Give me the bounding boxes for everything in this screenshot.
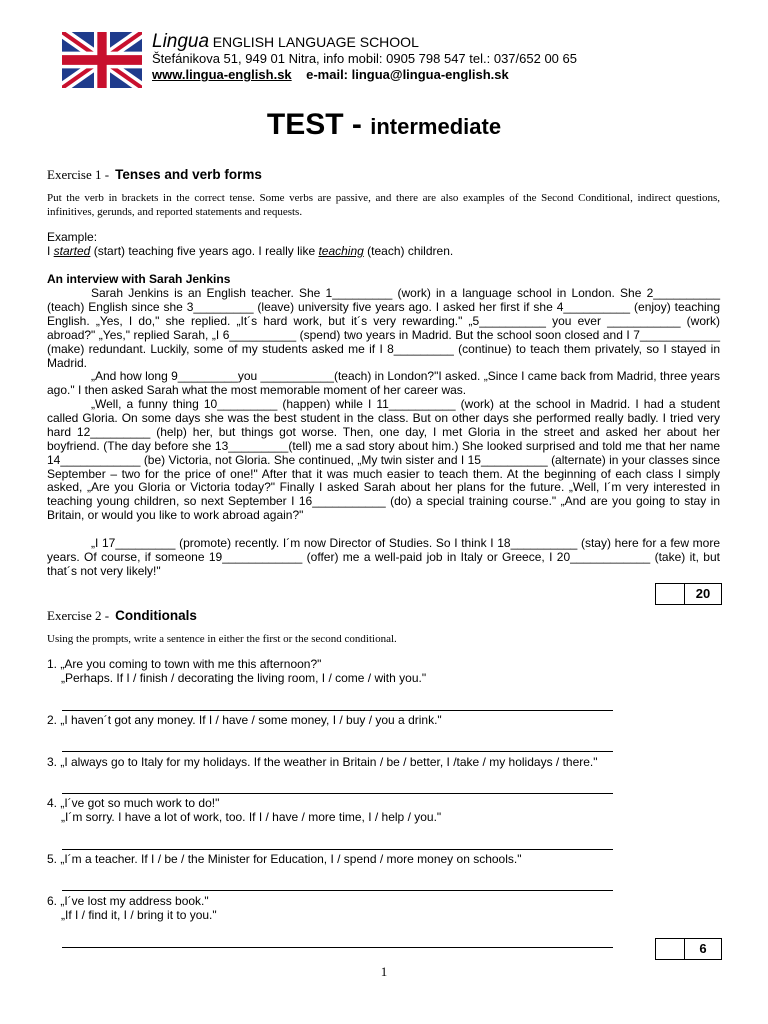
exercise-2-label: Exercise 2 - — [47, 608, 110, 623]
address-line: Štefánikova 51, 949 01 Nitra, info mobil: 0905 798 547 tel.: 037/652 00 65 — [152, 51, 577, 66]
title-sub: intermediate — [370, 114, 502, 139]
exercise-1-heading — [47, 167, 262, 183]
union-jack-flag-logo — [62, 32, 142, 88]
school-name: ENGLISH LANGUAGE SCHOOL — [212, 34, 419, 50]
exercise-2-title: Conditionals — [115, 608, 197, 623]
exercise-1-max-points: 20 — [695, 586, 711, 601]
interview-paragraph-3: „Well, a funny thing 10_________ (happen) while I 11__________ (work) at the school in Madrid. I had a student called Gloria. On some days she was the best student in the class. But on other days she performed really badly. I tried very hard 12_________ (help) her, but things got worse. Then, one day, I met Gloria in the street and asked her about her boyfriend. (The day before she 13_________(tell) me a sad story about him.) She looked surprised and told me that her name 14____________ (be) Victoria, not Gloria. She continued, „My twin sister and I 15__________ (alternate) in your classes since September – two for the price of one!" After that it was much easier to teach them. At the beginning of each class I simply asked, „Are you Gloria or Victoria today?" Finally I asked Sarah about her plans for the future. „Well, I´m very interested in teaching young children, so next September I 16___________ (do) a special training course." „And are you going to stay in Britain, or would you like to work abroad again?" — [47, 397, 720, 523]
question-1 — [47, 657, 720, 685]
question-1-prompt: 1. „Are you coming to town with me this afternoon?" — [47, 657, 322, 671]
exercise-2-heading — [47, 608, 197, 624]
title-dash: - — [343, 108, 371, 141]
example-text-3: (teach) children. — [363, 244, 454, 258]
answer-line-1[interactable] — [62, 710, 613, 711]
email-text: e-mail: lingua@lingua-english.sk — [306, 67, 509, 82]
page-number: 1 — [380, 964, 388, 979]
answer-line-2[interactable] — [62, 751, 613, 752]
question-1-response: „Perhaps. If I / finish / decorating the living room, I / come / with you." — [61, 671, 427, 685]
question-6-prompt: 6. „I´ve lost my address book." — [47, 894, 209, 908]
question-5-prompt: 5. „I´m a teacher. If I / be / the Minister for Education, I / spend / more money on schools." — [47, 852, 522, 866]
question-2-prompt: 2. „I haven´t got any money. If I / have / some money, I / buy / you a drink." — [47, 713, 442, 727]
exercise-2-instructions: Using the prompts, write a sentence in either the first or the second conditional. — [47, 633, 397, 645]
score-input-cell[interactable] — [656, 584, 685, 604]
answer-line-5[interactable] — [62, 890, 613, 891]
question-3 — [47, 755, 720, 769]
question-4-prompt: 4. „I´ve got so much work to do!" — [47, 796, 220, 810]
exercise-1-score-box — [655, 583, 722, 605]
interview-title: An interview with Sarah Jenkins — [47, 272, 231, 286]
question-6 — [47, 894, 720, 922]
question-4 — [47, 796, 720, 824]
interview-paragraph-1: Sarah Jenkins is an English teacher. She 1_________ (work) in a language school in London. She 2__________ (teach) English since she 3_________ (leave) university five years ago. I asked her first if she 4__________ (enjoy) teaching English. „Yes, I do," she replied. „It´s hard work, but it´s very rewarding." „5__________ you ever ___________ (work) abroad?" „Yes," replied Sarah, „I 6__________ (spend) two years in Madrid. But the school soon closed and I 7____________ (make) redundant. Luckily, some of my students asked me if I 8_________ (continue) to teach them privately, so I stayed in Madrid. — [47, 286, 720, 370]
answer-line-6[interactable] — [62, 947, 613, 948]
school-header — [152, 31, 577, 83]
title-main: TEST — [266, 108, 344, 141]
question-3-prompt: 3. „I always go to Italy for my holidays. If the weather in Britain / be / better, I /take / my holidays / there." — [47, 755, 598, 769]
exercise-2-max-points: 6 — [699, 941, 707, 956]
page-title — [0, 108, 768, 142]
example-label: Example: — [47, 230, 98, 244]
exercise-1-title: Tenses and verb forms — [115, 167, 262, 182]
example-sentence — [47, 244, 720, 258]
example-text-1: I — [47, 244, 54, 258]
question-5 — [47, 852, 720, 866]
website-link[interactable]: www.lingua-english.sk — [152, 67, 292, 82]
brand-name: Lingua — [152, 31, 210, 52]
example-block — [47, 230, 720, 258]
answer-line-3[interactable] — [62, 793, 613, 794]
interview-paragraph-4: „I 17_________ (promote) recently. I´m now Director of Studies. So I think I 18__________ (stay) here for a few more years. Of course, if someone 19____________ (offer) me a well-paid job in Italy or Greece, I 20____________ (take) it, but that´s not very likely!" — [47, 536, 720, 578]
score-input-cell[interactable] — [656, 939, 685, 959]
interview-paragraph-2: „And how long 9_________you ___________(teach) in London?"I asked. „Since I came back from Madrid, three years ago." I then asked Sarah what the most memorable moment of her career was. — [47, 369, 720, 397]
exercise-2-score-box — [655, 938, 722, 960]
question-4-response: „I´m sorry. I have a lot of work, too. If I / have / more time, I / help / you." — [61, 810, 442, 824]
question-2 — [47, 713, 720, 727]
example-answer-2: teaching — [318, 244, 364, 258]
exercise-1-instructions: Put the verb in brackets in the correct tense. Some verbs are passive, and there are also examples of the Second Conditional, indirect questions, infinitives, gerunds, and reported statements and requests. — [47, 192, 720, 218]
example-text-2: (start) teaching five years ago. I really like — [90, 244, 319, 258]
answer-line-4[interactable] — [62, 849, 613, 850]
exercise-1-label: Exercise 1 - — [47, 167, 110, 182]
example-answer-1: started — [53, 244, 91, 258]
question-6-response: „If I / find it, I / bring it to you." — [61, 908, 217, 922]
